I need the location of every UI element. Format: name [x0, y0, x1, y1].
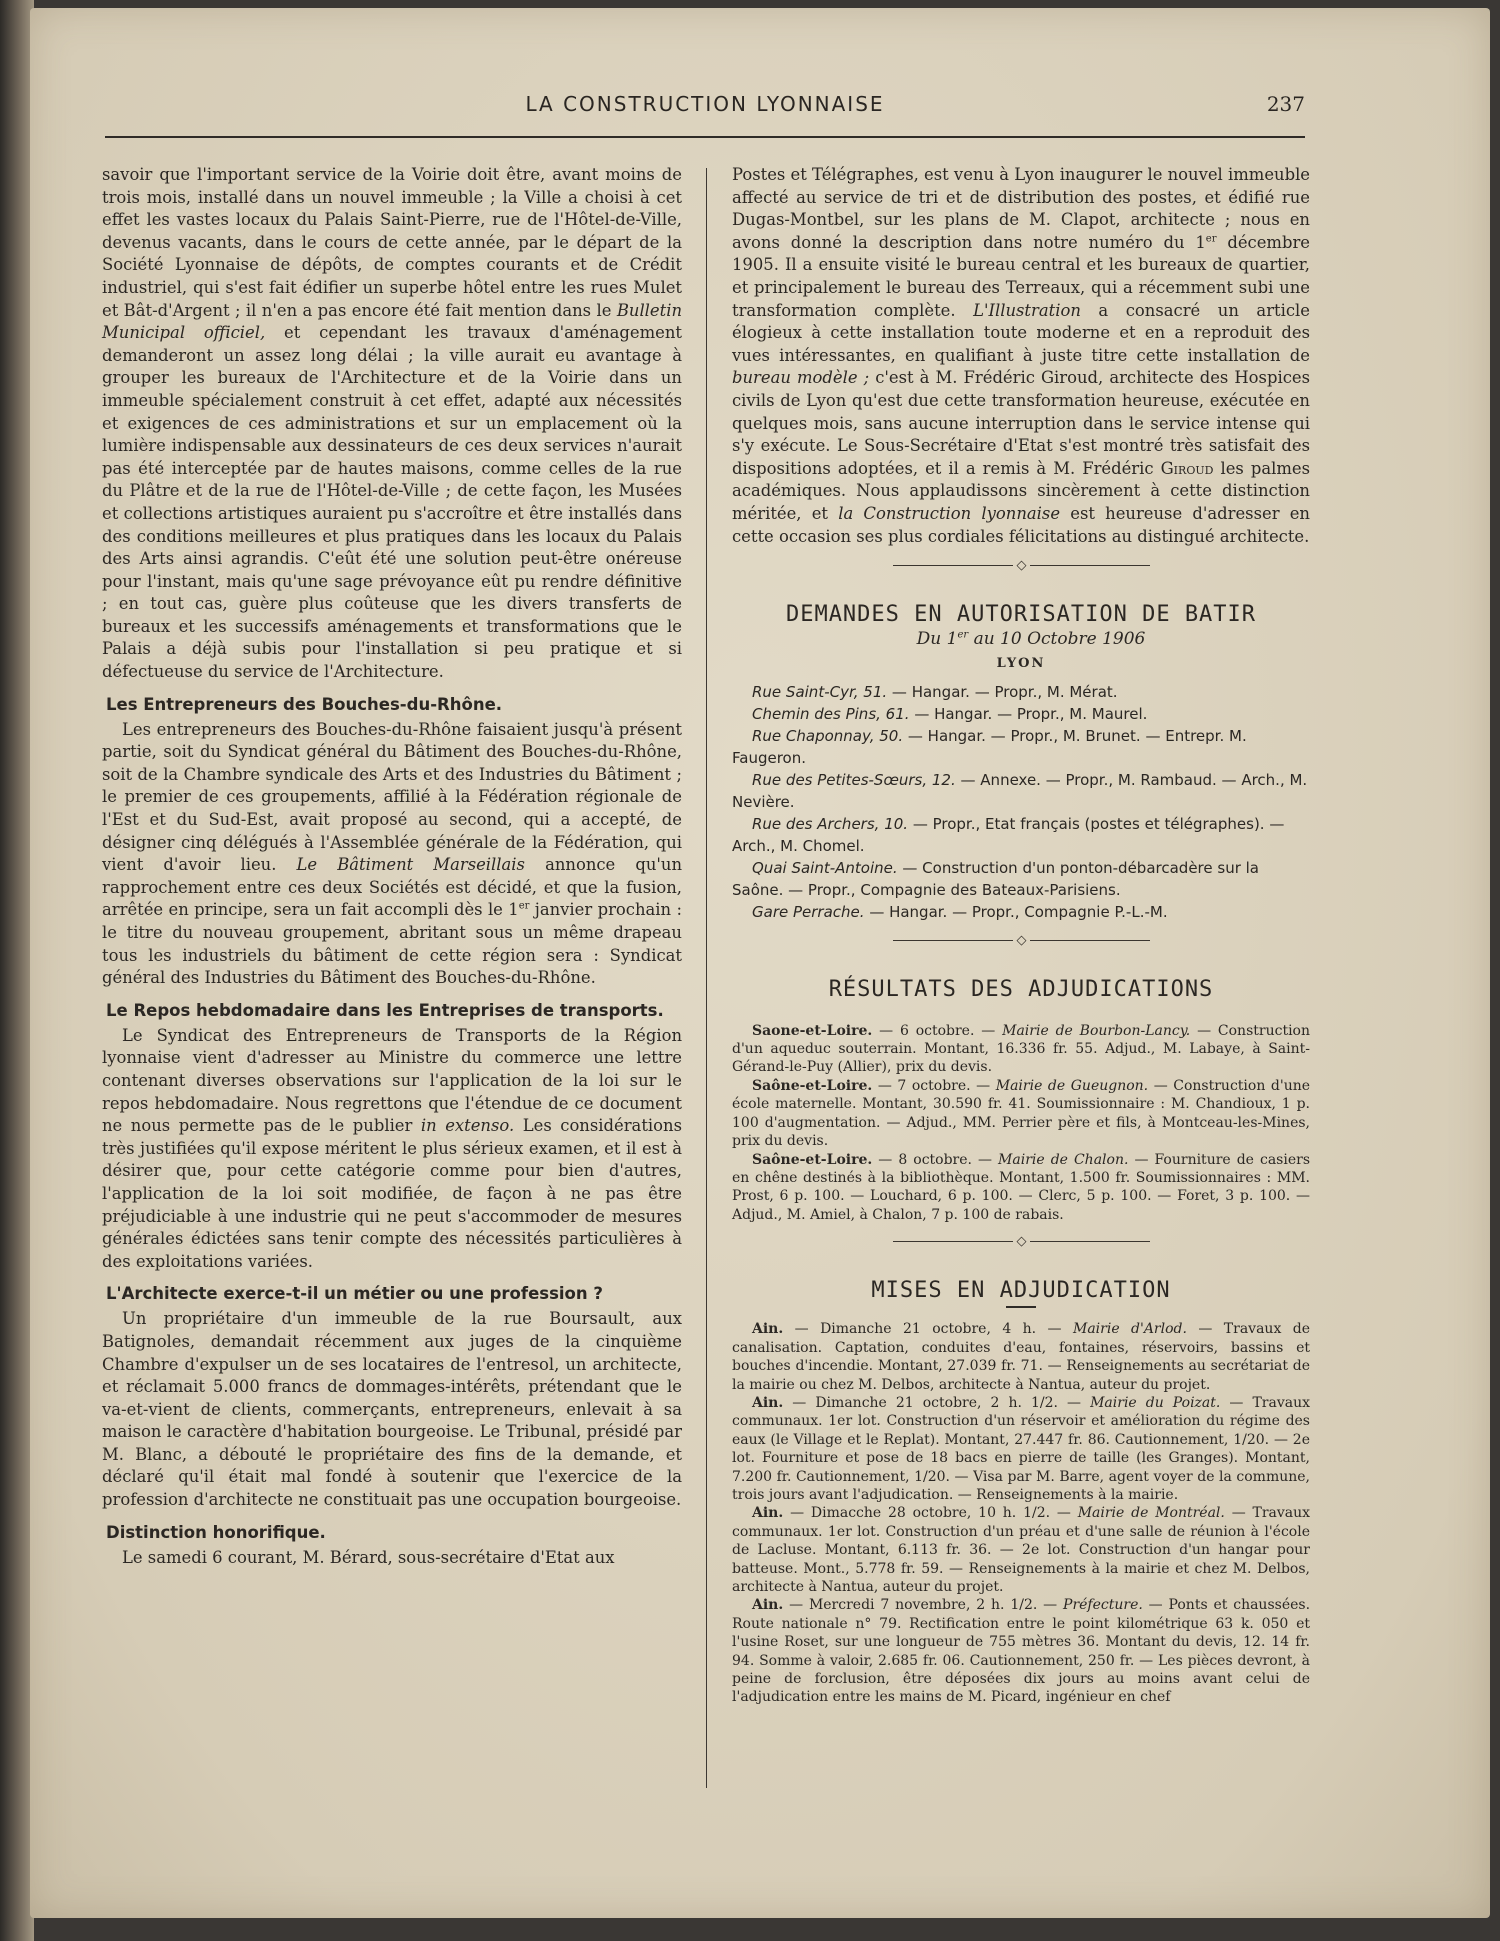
- permit-entry: Gare Perrache. — Hangar. — Propr., Compagnie P.-L.-M.: [752, 903, 1168, 922]
- auction-entry: Ain. — Mercredi 7 novembre, 2 h. 1/2. — Préfecture. — Ponts et chaussées. Route nationale n° 79. Rectification entre le point kilométrique 63 k. 050 et l'usine Roset, sur une longueur de 755 mètres 36. Montant du devis, 12. 14 fr. 94. Somme à valoir, 2.685 fr. 06. Cautionnement, 250 fr. — Les pièces devront, à peine de forclusion, être déposées dix jours au moins avant celui de l'adjudication entre les mains de M. Picard, ingénieur en chef: [732, 1597, 1311, 1706]
- section-title-demandes: DEMANDES EN AUTORISATION DE BATIR: [785, 601, 1257, 627]
- permit-entry: Rue des Petites-Sœurs, 12. — Annexe. — Propr., M. Rambaud. — Arch., M. Nevière.: [732, 771, 1308, 812]
- spacer: [1006, 1010, 1036, 1012]
- right-column: [732, 164, 1310, 1707]
- ornament-divider: ◇: [732, 554, 1310, 578]
- auction-entry: Ain. — Dimanche 21 octobre, 4 h. — Mairie d'Arlod. — Travaux de canalisation. Captation, conduites d'eau, fontaines, réservoirs, bassins et bouches d'incendie. Montant, 27.039 fr. 71. — Renseignements au secrétariat de la mairie ou chez M. Delbos, architecte à Nantua, auteur du projet.: [732, 1321, 1311, 1393]
- section-subtitle-dates: Du 1er au 10 Octobre 1906: [916, 629, 1146, 650]
- permit-list: [732, 681, 1310, 923]
- paragraph-entrepreneurs: Les entrepreneurs des Bouches-du-Rhône faisaient jusqu'à présent partie, soit du Syndicat général du Bâtiment des Bouches-du-Rhône, soit de la Chambre syndicale des Arts et des Industries du Bâtiment ; le premier de ces groupements, affilié à la Fédération régionale de l'Est et du Sud-Est, avait proposé au second, qui a accepté, de désigner cinq délégués à l'Assemblée générale de la Fédération, qui vient d'avoir lieu. Le Bâtiment Marseillais annonce qu'un rapprochement entre ces deux Sociétés est décidé, et que la fusion, arrêtée en principe, sera un fait accompli dès le 1er janvier prochain : le titre du nouveau groupement, abritant sous un même drapeau tous les industriels du bâtiment de cette région sera : Syndicat général des Industries du Bâtiment des Bouches-du-Rhône.: [102, 719, 682, 988]
- result-entry: Saône-et-Loire. — 8 octobre. — Mairie de Chalon. — Fourniture de casiers en chêne destinés à la bibliothèque. Montant, 1.500 fr. Soumissionnaires : MM. Prost, 6 p. 100. — Louchard, 6 p. 100. — Clerc, 5 p. 100. — Foret, 3 p. 100. — Adjud., M. Amiel, à Chalon, 7 p. 100 de rabais.: [732, 1151, 1310, 1223]
- section-title-resultats: RÉSULTATS DES ADJUDICATIONS: [828, 977, 1214, 1003]
- journal-title: LA CONSTRUCTION LYONNAISE: [525, 92, 885, 116]
- ornament-divider: ◇: [732, 929, 1310, 953]
- section-title-mises: MISES EN ADJUDICATION: [871, 1277, 1171, 1303]
- result-entry: Saone-et-Loire. — 6 octobre. — Mairie de Bourbon-Lancy. — Construction d'un aqueduc souterrain. Montant, 16.336 fr. 55. Adjud., M. Labaye, à Saint-Gérand-le-Puy (Allier), prix du devis.: [732, 1022, 1310, 1076]
- auctions-list: [732, 1320, 1310, 1707]
- city-label: LYON: [996, 655, 1046, 671]
- paragraph-postes: Postes et Télégraphes, est venu à Lyon inaugurer le nouvel immeuble affecté au service de tri et de distribution des postes, et édifié rue Dugas-Montbel, sur les plans de M. Clapot, architecte ; nous en avons donné la description dans notre numéro du 1er décembre 1905. Il a ensuite visité le bureau central et les bureaux de quartier, et principalement le bureau des Terreaux, qui a récemment subi une transformation complète. L'Illustration a consacré un article élogieux à cette installation toute moderne et en a reproduit des vues intéressantes, en qualifiant à juste titre cette installation de bureau modèle ; c'est à M. Frédéric Giroud, architecte des Hospices civils de Lyon qu'est due cette transformation heureuse, exécutée en quelques mois, sans aucune interruption dans le service intense qui s'y exécute. Le Sous-Secrétaire d'Etat s'est montré très satisfait des dispositions adoptées, et il a remis à M. Frédéric Giroud les palmes académiques. Nous applaudissons sincèrement à cette distinction méritée, et la Construction lyonnaise est heureuse d'adresser en cette occasion ses plus cordiales félicitations au distingué architecte.: [732, 165, 1311, 546]
- column-divider: [706, 168, 707, 1788]
- heading-distinction: Distinction honorifique.: [106, 1522, 326, 1542]
- ornament-divider: ◇: [732, 1230, 1310, 1254]
- permit-entry: Rue des Archers, 10. — Propr., Etat français (postes et télégraphes). — Arch., M. Chomel.: [732, 815, 1285, 856]
- paragraph-voirie: savoir que l'important service de la Voirie doit être, avant moins de trois mois, installé dans un nouvel immeuble ; la Ville a choisi à cet effet les vastes locaux du Palais Saint-Pierre, rue de l'Hôtel-de-Ville, devenus vacants, dans le cours de cette année, par le départ de la Société Lyonnaise de dépôts, de comptes courants et de Crédit industriel, qui s'est fait édifier un superbe hôtel entre les rues Mulet et Bât-d'Argent ; il n'en a pas encore été fait mention dans le Bulletin Municipal officiel, et cependant les travaux d'aménagement demanderont un assez long délai ; la ville aurait eu avantage à grouper les bureaux de l'Architecture et de la Voirie dans un immeuble spécialement construit à cet effet, adapté aux nécessités et exigences de ces administrations et sur un emplacement où la lumière indispensable aux dessinateurs de ces deux services n'aurait pas été interceptée par de hautes maisons, comme celles de la rue du Plâtre et de la rue de l'Hôtel-de-Ville ; de cette façon, les Musées et collections artistiques auraient pu s'accroître et être installés dans des conditions meilleures et plus pratiques dans les locaux du Palais des Arts ainsi agrandis. C'eût été une solution peut-être onéreuse pour l'instant, mais qu'une sage prévoyance eût pu rendre définitive ; en tout cas, guère plus coûteuse que les divers transferts de bureaux et les successifs aménagements et transformations que le Palais a déjà subis pour l'installation si peu pratique et si défectueuse du service de l'Architecture.: [102, 165, 683, 682]
- heading-repos: Le Repos hebdomadaire dans les Entreprises de transports.: [106, 1000, 664, 1020]
- paragraph-repos: Le Syndicat des Entrepreneurs de Transports de la Région lyonnaise vient d'adresser au Ministre du commerce une lettre contenant diverses observations sur l'application de la loi sur le repos hebdomadaire. Nous regrettons que l'étendue de ce document ne nous permette pas de le publier in extenso. Les considérations très justifiées qu'il expose méritent le plus sérieux examen, et il est à désirer que, pour cette catégorie comme pour bien d'autres, l'application de la loi soit modifiée, de façon à ne pas être préjudiciable à une industrie qui ne peut s'accommoder de mesures générales édictées sans tenir compte des nécessités particulières à des exploitations variées.: [102, 1025, 682, 1271]
- permit-entry: Rue Chaponnay, 50. — Hangar. — Propr., M. Brunet. — Entrepr. M. Faugeron.: [732, 727, 1247, 768]
- page-number: 237: [1266, 92, 1305, 116]
- running-header: [105, 92, 1305, 126]
- permit-entry: Chemin des Pins, 61. — Hangar. — Propr., M. Maurel.: [752, 705, 1148, 724]
- permit-entry: Rue Saint-Cyr, 51. — Hangar. — Propr., M. Mérat.: [752, 683, 1118, 702]
- book-spine: [0, 0, 34, 1941]
- paragraph-distinction: Le samedi 6 courant, M. Bérard, sous-secrétaire d'Etat aux: [122, 1547, 615, 1567]
- auction-entry: Ain. — Dimacche 28 octobre, 10 h. 1/2. — Mairie de Montréal. — Travaux communaux. 1er lot. Construction d'un préau et d'une salle de réunion à l'école de Lacluse. Montant, 6.113 fr. 36. — 2e lot. Construction d'un hangar pour batteuse. Mont., 5.778 fr. 59. — Renseignements à la mairie et chez M. Delbos, architecte à Nantua, auteur du projet.: [732, 1505, 1311, 1595]
- paragraph-architecte: Un propriétaire d'un immeuble de la rue Boursault, aux Batignoles, demandait récemment aux juges de la cinquième Chambre d'expulser un de ses locataires de l'entresol, un architecte, et réclamait 5.000 francs de dommages-intérêts, prétendant que le va-et-vient de clients, commerçants, entrepreneurs, enlevait à sa maison le caractère d'habitation bourgeoise. Le Tribunal, présidé par M. Blanc, a débouté le propriétaire des fins de la demande, et déclaré qu'il était mal fondé à soutenir que l'exercice de la profession d'architecte ne constituait pas une occupation bourgeoise.: [102, 1309, 682, 1510]
- results-list: [732, 1022, 1310, 1224]
- left-column: [102, 164, 682, 1569]
- section-short-rule: [1006, 1306, 1036, 1308]
- auction-entry: Ain. — Dimanche 21 octobre, 2 h. 1/2. — Mairie du Poizat. — Travaux communaux. 1er lot. Construction d'un réservoir et amélioration du régime des eaux (le Village et le Replat). Montant, 27.447 fr. 86. Cautionnement, 1/20. — 2e lot. Fourniture et pose de 18 bacs en pierre de taille (les Granges). Montant, 7.200 fr. Cautionnement, 1/20. — Visa par M. Barre, agent voyer de la commune, trois jours avant l'adjudication. — Renseignements à la mairie.: [732, 1394, 1311, 1503]
- permit-entry: Quai Saint-Antoine. — Construction d'un ponton-débarcadère sur la Saône. — Propr., Compagnie des Bateaux-Parisiens.: [732, 859, 1260, 900]
- heading-architecte: L'Architecte exerce-t-il un métier ou une profession ?: [106, 1284, 603, 1304]
- header-rule: [105, 136, 1305, 138]
- result-entry: Saône-et-Loire. — 7 octobre. — Mairie de Gueugnon. — Construction d'une école maternelle. Montant, 30.590 fr. 41. Soumissionnaire : M. Chandioux, 1 p. 100 d'augmentation. — Adjud., MM. Perrier père et fils, à Montceau-les-Mines, prix du devis.: [732, 1077, 1311, 1150]
- heading-entrepreneurs: Les Entrepreneurs des Bouches-du-Rhône.: [106, 694, 503, 714]
